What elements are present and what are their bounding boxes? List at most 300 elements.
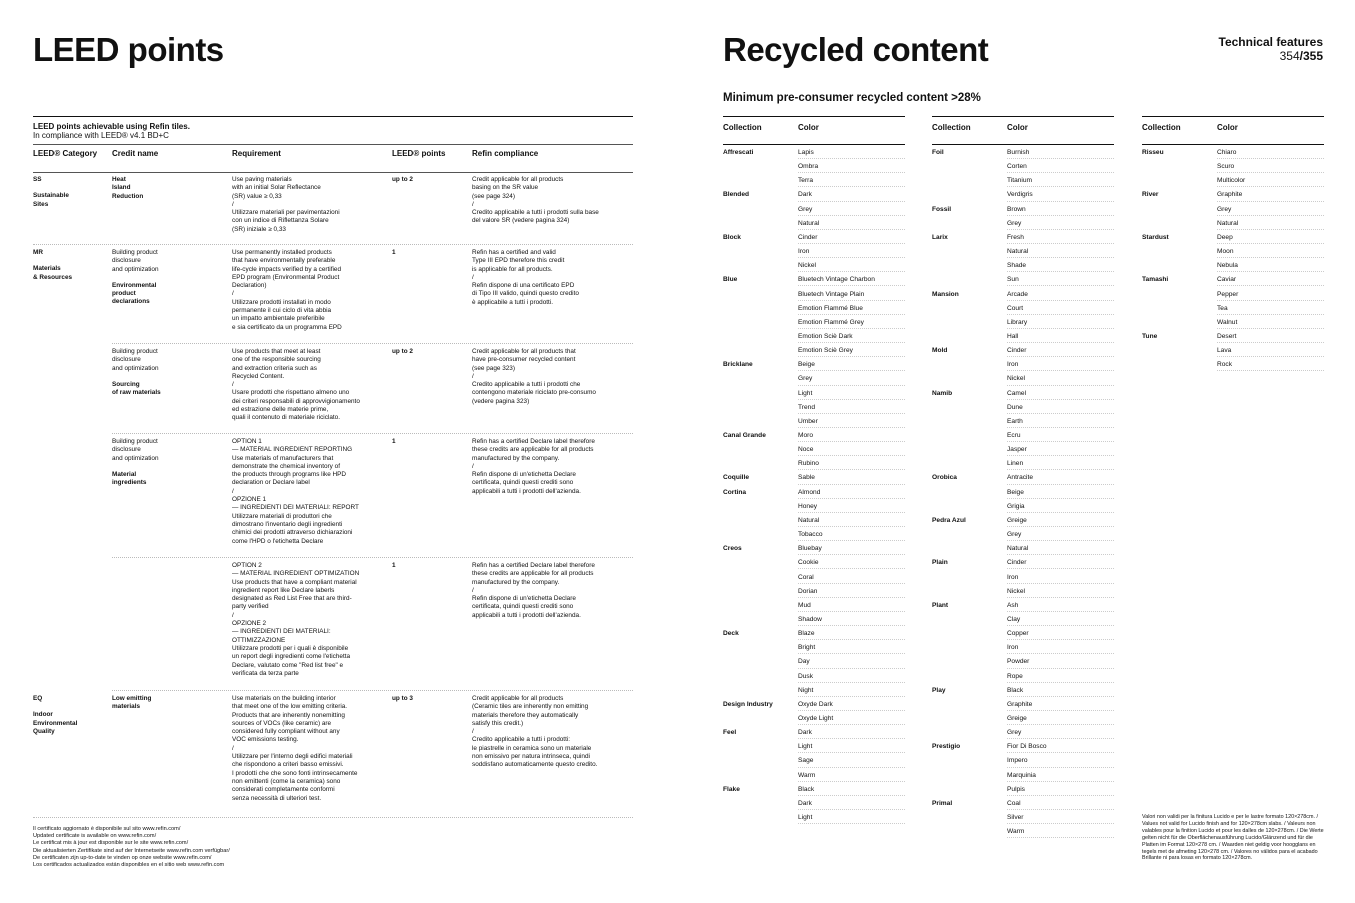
header-category: LEED® Category — [33, 149, 98, 158]
list-item — [932, 797, 1114, 811]
list-item — [723, 174, 905, 188]
requirement-cell — [232, 348, 387, 423]
color-name: Dark — [798, 799, 812, 807]
collection-name: Mold — [932, 347, 948, 355]
row-dotted-line — [798, 172, 905, 173]
color-name: Bluetech Vintage Plain — [798, 290, 865, 298]
color-name: Iron — [1007, 644, 1019, 652]
list-item — [932, 245, 1114, 259]
color-name: Multicolor — [1217, 177, 1246, 185]
page-separator: / — [1299, 49, 1303, 63]
list-item — [932, 486, 1114, 500]
credit-name-bold: Heat Island Reduction — [112, 176, 144, 200]
color-name: Natural — [1217, 219, 1239, 227]
list-item — [723, 231, 905, 245]
row-dotted-line — [798, 554, 905, 555]
requirement-cell — [232, 176, 387, 234]
color-name: Corten — [1007, 163, 1027, 171]
list-item — [932, 330, 1114, 344]
header-points: LEED® points — [392, 149, 446, 158]
category-cell — [33, 438, 108, 446]
list-item — [932, 754, 1114, 768]
list-item — [932, 372, 1114, 386]
color-name: Blaze — [798, 630, 815, 638]
color-name: Rock — [1217, 361, 1233, 369]
row-dotted-line — [798, 229, 905, 230]
color-name: Graphite — [1007, 700, 1033, 708]
list-item — [1142, 344, 1324, 358]
list-item — [1142, 245, 1324, 259]
list-item — [723, 160, 905, 174]
color-name: Oxyde Dark — [798, 700, 833, 708]
row-dotted-line — [1007, 186, 1114, 187]
compliance-text: Credit applicable for all products basing on the SR value (see page 324) / Credito applicabile a tutti i prodotti sulla base del valore SR (vedere pagina 324) — [472, 176, 599, 225]
list-item — [723, 571, 905, 585]
row-dotted-line — [798, 738, 905, 739]
row-dotted-line — [1007, 837, 1114, 838]
compliance-cell — [472, 695, 632, 770]
color-name: Tobacco — [798, 531, 823, 539]
credit-cell — [112, 695, 227, 712]
compliance-text: Credit applicable for all products (Ceramic tiles are inherently non emitting materials therefore they automatically satisfy this credit.) / Credito applicabile a tutti i prodotti: le piastrelle in ceramica sono un materiale non emissivo per natura intrinseca, quindi soddisfano automaticamente questo credito. — [472, 695, 598, 769]
row-dotted-line — [1217, 215, 1324, 216]
points-cell — [392, 562, 467, 570]
collection-name: Primal — [932, 799, 953, 807]
leed-intro — [33, 122, 190, 140]
list-item — [723, 769, 905, 783]
row-dotted-line — [798, 696, 905, 697]
list-item — [932, 273, 1114, 287]
collection-name: River — [1142, 191, 1159, 199]
header-credit: Credit name — [112, 149, 159, 158]
row-dotted-line — [1007, 243, 1114, 244]
list-item — [932, 415, 1114, 429]
column-header-rule — [1142, 144, 1324, 145]
list-item — [932, 344, 1114, 358]
list-item — [1142, 188, 1324, 202]
row-dotted-line — [1007, 427, 1114, 428]
row-dotted-line — [798, 328, 905, 329]
page-number — [1219, 49, 1323, 63]
collection-header: Collection — [932, 123, 971, 132]
color-name: Bluetech Vintage Charbon — [798, 276, 875, 284]
points-value: 1 — [392, 562, 396, 569]
row-dotted-line — [798, 285, 905, 286]
collection-name: Stardust — [1142, 233, 1169, 241]
color-name: Night — [798, 686, 814, 694]
page-current: 354 — [1279, 49, 1300, 63]
color-name: Light — [798, 743, 813, 751]
list-item — [932, 571, 1114, 585]
color-name: Emotion Sciè Grey — [798, 347, 853, 355]
color-name: Earth — [1007, 417, 1023, 425]
row-dotted-line — [1007, 696, 1114, 697]
row-dotted-line — [1007, 752, 1114, 753]
list-item — [932, 443, 1114, 457]
collection-name: Design Industry — [723, 700, 773, 708]
compliance-cell — [472, 438, 632, 496]
credit-cell — [112, 249, 227, 307]
row-dotted-line — [1007, 172, 1114, 173]
list-item — [932, 698, 1114, 712]
row-dotted-line — [798, 781, 905, 782]
row-dotted-line — [1007, 724, 1114, 725]
color-name: Iron — [1007, 361, 1019, 369]
row-dotted-line — [1007, 314, 1114, 315]
row-dotted-line — [798, 568, 905, 569]
points-value: up to 2 — [392, 176, 413, 183]
color-name: Grey — [798, 205, 813, 213]
row-dotted-line — [798, 342, 905, 343]
requirement-cell — [232, 695, 387, 803]
requirement-text: OPTION 1 — MATERIAL INGREDIENT REPORTING Use materials of manufacturers that demonstrate the chemical inventory of the products through programs like HPD declaration or Declare label / OPZIONE 1 — INGREDIENTI DEI MATERIALI: REPORT Utilizzare materiali di produttori che dimostrano l'inventario degli ingredienti chimici dei prodotti attraverso dichiarazioni come l'HPD o l'etichetta Declare — [232, 438, 359, 545]
points-cell — [392, 249, 467, 257]
row-dotted-line — [1007, 625, 1114, 626]
color-name: Warm — [1007, 828, 1025, 836]
color-name: Walnut — [1217, 318, 1238, 326]
row-dotted-line — [1007, 554, 1114, 555]
list-item — [932, 500, 1114, 514]
row-dotted-line — [1217, 300, 1324, 301]
list-item — [932, 174, 1114, 188]
color-name: Iron — [1007, 573, 1019, 581]
leed-footnote: Il certificato aggiornato è disponibile sul sito www.refin.com/ Updated certificate is available on www.refin.com/ Le certificat mis à jour est disponible sur le site www.refin.com/ Die aktualisierten Zertifikate sind auf der Internetseite www.refin.com verfügbar/ De certificaten zijn up-to-date te vinden op onze website www.refin.com/ Los certificados actualizados están disponibles en el sitio web www.refin.com — [33, 826, 230, 869]
row-dotted-line — [1007, 668, 1114, 669]
list-item — [723, 613, 905, 627]
requirement-text: Use permanently installed products that have environmentally preferable life-cycle impacts verified by a certified EPD program (Environmental Product Declaration) / Utilizzare prodotti installati in modo permanente il cui ciclo di vita abbia un impatto ambientale preferibile e sia certificato da un programma EPD — [232, 249, 342, 331]
row-dotted-line — [798, 370, 905, 371]
category-name: Sustainable Sites — [33, 192, 69, 208]
color-name: Grey — [1217, 205, 1232, 213]
color-name: Light — [798, 389, 813, 397]
row-dotted-line — [798, 158, 905, 159]
compliance-text: Refin has a certified Declare label therefore these credits are applicable for all products manufactured by the company. / Refin dispone di un'etichetta Declare certificata, quindi questi crediti sono applicabili a tutti i prodotti dell'azienda. — [472, 438, 595, 495]
color-name: Powder — [1007, 658, 1030, 666]
row-dotted-line — [798, 795, 905, 796]
list-item — [932, 514, 1114, 528]
color-name: Greige — [1007, 715, 1027, 722]
collection-name: Cortina — [723, 488, 747, 496]
list-item — [932, 401, 1114, 415]
credit-cell — [112, 176, 227, 201]
row-dotted-line — [1007, 540, 1114, 541]
color-name: Natural — [1007, 545, 1029, 553]
list-item — [1142, 302, 1324, 316]
row-dotted-line — [1007, 781, 1114, 782]
points-cell — [392, 176, 467, 184]
list-item — [723, 316, 905, 330]
list-item — [723, 641, 905, 655]
credit-name-bold: Environmental product declarations — [112, 281, 157, 306]
credit-name-bold: Sourcing of raw materials — [112, 380, 161, 397]
requirement-text: Use paving materials with an initial Solar Reflectance (SR) value ≥ 0,33 / Utilizzare materiali per pavimentazioni con un indice di Riflettanza Solare (SR) iniziale ≥ 0,33 — [232, 176, 340, 233]
list-item — [723, 514, 905, 528]
color-name: Pulpis — [1007, 785, 1025, 793]
color-name: Black — [798, 785, 815, 793]
credit-name: Building product disclosure and optimization — [112, 249, 159, 273]
list-item — [932, 160, 1114, 174]
row-dotted-line — [1007, 568, 1114, 569]
list-item — [723, 188, 905, 202]
color-name: Caviar — [1217, 276, 1237, 284]
compliance-text: Refin has a certified Declare label therefore these credits are applicable for all products manufactured by the company. / Refin dispone di un'etichetta Declare certificata, quindi questi crediti sono applicabili a tutti i prodotti dell'azienda. — [472, 562, 595, 619]
row-dotted-line — [798, 526, 905, 527]
color-name: Day — [798, 658, 810, 666]
section-label: Technical features — [1218, 35, 1323, 49]
row-dotted-line — [1007, 512, 1114, 513]
category-cell — [33, 562, 108, 570]
color-name: Sage — [798, 757, 814, 765]
credit-name-bold: Material ingredients — [112, 470, 147, 487]
row-dotted-line — [798, 257, 905, 258]
row-dotted-line — [1007, 639, 1114, 640]
color-name: Nickel — [1007, 587, 1025, 595]
list-item — [932, 599, 1114, 613]
row-dotted-line — [798, 484, 905, 485]
row-dotted-line — [1007, 583, 1114, 584]
page-total: 355 — [1302, 49, 1323, 63]
collection-name: Orobica — [932, 474, 957, 482]
list-item — [932, 627, 1114, 641]
row-dotted-line — [1007, 413, 1114, 414]
list-item — [932, 769, 1114, 783]
collection-name: Feel — [723, 729, 737, 737]
technical-features-header — [1219, 35, 1323, 63]
header-compliance: Refin compliance — [472, 149, 539, 158]
category-cell — [33, 176, 108, 209]
row-dotted-line — [1217, 243, 1324, 244]
color-name: Coral — [798, 573, 814, 581]
color-name: Cinder — [1007, 347, 1027, 355]
list-item — [723, 259, 905, 273]
row-dotted-line — [798, 356, 905, 357]
category-name: Indoor Environmental Quality — [33, 711, 78, 735]
color-name: Natural — [798, 219, 820, 227]
row-dotted-line — [798, 413, 905, 414]
row-dotted-line — [798, 809, 905, 810]
list-item — [932, 302, 1114, 316]
list-item — [723, 330, 905, 344]
color-name: Moro — [798, 432, 814, 439]
row-dotted-line — [1007, 484, 1114, 485]
header-rule — [33, 172, 633, 173]
list-item — [932, 712, 1114, 726]
row-dotted-line — [1217, 172, 1324, 173]
list-item — [723, 245, 905, 259]
row-dotted-line — [798, 300, 905, 301]
row-dotted-line — [1007, 399, 1114, 400]
list-item — [1142, 231, 1324, 245]
color-name: Lapis — [798, 149, 814, 156]
color-name: Almond — [798, 488, 821, 496]
color-name: Dark — [798, 729, 812, 737]
collection-name: Canal Grande — [723, 432, 766, 439]
color-name: Ecru — [1007, 432, 1021, 439]
color-name: Oxyde Light — [798, 715, 834, 722]
color-name: Fior Di Bosco — [1007, 743, 1047, 751]
row-dotted-line — [1007, 201, 1114, 202]
row-dotted-line — [798, 724, 905, 725]
color-name: Emotion Flammé Grey — [798, 318, 864, 326]
points-value: 1 — [392, 249, 396, 256]
list-item — [723, 217, 905, 231]
collection-name: Deck — [723, 630, 739, 638]
collection-name: Creos — [723, 545, 742, 553]
row-dotted-line — [798, 427, 905, 428]
compliance-cell — [472, 176, 632, 226]
collection-name: Namib — [932, 389, 953, 397]
list-item — [932, 670, 1114, 684]
list-item — [932, 316, 1114, 330]
row-dotted-line — [798, 201, 905, 202]
row-dotted-line — [1007, 653, 1114, 654]
recycled-subtitle: Minimum pre-consumer recycled content >28% — [723, 92, 981, 104]
list-item — [723, 655, 905, 669]
list-item — [723, 457, 905, 471]
list-item — [723, 556, 905, 570]
recycled-page-title: Recycled content — [723, 31, 989, 68]
collection-name: Mansion — [932, 290, 959, 298]
row-dotted-line — [1007, 498, 1114, 499]
credit-name: Building product disclosure and optimization — [112, 348, 159, 372]
list-item — [932, 471, 1114, 485]
row-dotted-line — [798, 385, 905, 386]
list-item — [932, 217, 1114, 231]
row-dotted-line — [1217, 370, 1324, 371]
credit-name-bold: Low emitting materials — [112, 695, 152, 711]
row-dotted-line — [1007, 158, 1114, 159]
color-name: Emotion Flammé Blue — [798, 304, 863, 312]
row-dotted-line — [798, 597, 905, 598]
leed-page-title: LEED points — [33, 31, 224, 68]
color-name: Sun — [1007, 276, 1019, 284]
color-name: Cinder — [1007, 559, 1027, 567]
collection-name: Tamashi — [1142, 276, 1169, 284]
category-name: Materials & Resources — [33, 265, 73, 281]
color-name: Noce — [798, 446, 814, 454]
row-dotted-line — [798, 455, 905, 456]
list-item — [1142, 203, 1324, 217]
color-name: Nickel — [1007, 375, 1025, 383]
row-dotted-line — [1217, 342, 1324, 343]
list-item — [1142, 330, 1324, 344]
requirement-cell — [232, 249, 387, 332]
row-dotted-line — [798, 611, 905, 612]
intro-rule — [33, 144, 633, 145]
collection-name: Blended — [723, 191, 750, 199]
row-dotted-line — [1007, 767, 1114, 768]
collection-name: Pedra Azul — [932, 516, 966, 524]
row-dotted-line — [1217, 229, 1324, 230]
list-item — [932, 556, 1114, 570]
color-name: Coal — [1007, 799, 1021, 807]
row-dotted-line — [1007, 271, 1114, 272]
row-dotted-line — [1007, 229, 1114, 230]
color-name: Cookie — [798, 559, 819, 567]
top-rule — [33, 116, 633, 117]
color-name: Grigia — [1007, 502, 1025, 510]
row-separator — [33, 244, 633, 245]
list-item — [932, 613, 1114, 627]
color-name: Mud — [798, 601, 811, 609]
category-cell — [33, 249, 108, 282]
row-dotted-line — [1007, 455, 1114, 456]
row-dotted-line — [1007, 469, 1114, 470]
collection-name: Blue — [723, 276, 738, 284]
list-item — [723, 146, 905, 160]
row-dotted-line — [1217, 271, 1324, 272]
color-name: Pepper — [1217, 290, 1239, 298]
color-name: Marquinia — [1007, 771, 1036, 779]
row-dotted-line — [798, 469, 905, 470]
row-separator — [112, 557, 633, 558]
list-item — [723, 203, 905, 217]
list-item — [723, 627, 905, 641]
column-top-rule — [1142, 116, 1324, 117]
row-dotted-line — [1007, 597, 1114, 598]
row-dotted-line — [798, 583, 905, 584]
list-item — [1142, 217, 1324, 231]
list-item — [932, 726, 1114, 740]
list-item — [723, 698, 905, 712]
row-dotted-line — [798, 498, 905, 499]
color-name: Rubino — [798, 460, 819, 468]
credit-name: Building product disclosure and optimization — [112, 438, 159, 462]
color-name: Verdigris — [1007, 191, 1033, 199]
list-item — [932, 740, 1114, 754]
list-item — [932, 542, 1114, 556]
compliance-cell — [472, 348, 632, 406]
row-dotted-line — [1007, 738, 1114, 739]
color-name: Nickel — [798, 262, 816, 270]
category-cell — [33, 695, 108, 736]
list-item — [932, 457, 1114, 471]
row-dotted-line — [798, 399, 905, 400]
color-name: Deep — [1217, 233, 1233, 241]
color-name: Lava — [1217, 347, 1232, 355]
row-dotted-line — [1007, 370, 1114, 371]
color-header: Color — [1217, 123, 1238, 132]
requirement-text: OPTION 2 — MATERIAL INGREDIENT OPTIMIZATION Use products that have a compliant material ingredient report like Declare laberls designated as Red List Free that are third- party verified / OPZIONE 2 — INGREDIENTI DEI MATERIALI: OTTIMIZZAZIONE Utilizzare prodotti per i quali è disponibile un report degli ingredienti come l'etichetta Declare, valutato come "Red list free" e verificata da terza parte — [232, 562, 360, 677]
list-item — [723, 344, 905, 358]
collection-name: Foil — [932, 149, 944, 156]
color-name: Dusk — [798, 672, 814, 680]
collection-name: Affrescati — [723, 149, 754, 156]
collection-name: Flake — [723, 785, 740, 793]
color-name: Copper — [1007, 630, 1029, 638]
credit-cell — [112, 348, 227, 397]
column-header-rule — [723, 144, 905, 145]
collection-name: Plant — [932, 601, 949, 609]
color-name: Umber — [798, 417, 818, 425]
collection-name: Bricklane — [723, 361, 753, 369]
collection-name: Larix — [932, 233, 948, 241]
points-cell — [392, 348, 467, 356]
row-dotted-line — [798, 823, 905, 824]
color-name: Grey — [1007, 219, 1022, 227]
color-name: Shade — [1007, 262, 1027, 270]
requirement-cell — [232, 562, 387, 678]
list-item — [723, 754, 905, 768]
row-dotted-line — [1007, 611, 1114, 612]
color-name: Library — [1007, 318, 1028, 326]
row-dotted-line — [1007, 356, 1114, 357]
list-item — [723, 415, 905, 429]
row-dotted-line — [1007, 300, 1114, 301]
list-item — [723, 726, 905, 740]
collection-name: Plain — [932, 559, 948, 567]
color-name: Cinder — [798, 233, 818, 241]
